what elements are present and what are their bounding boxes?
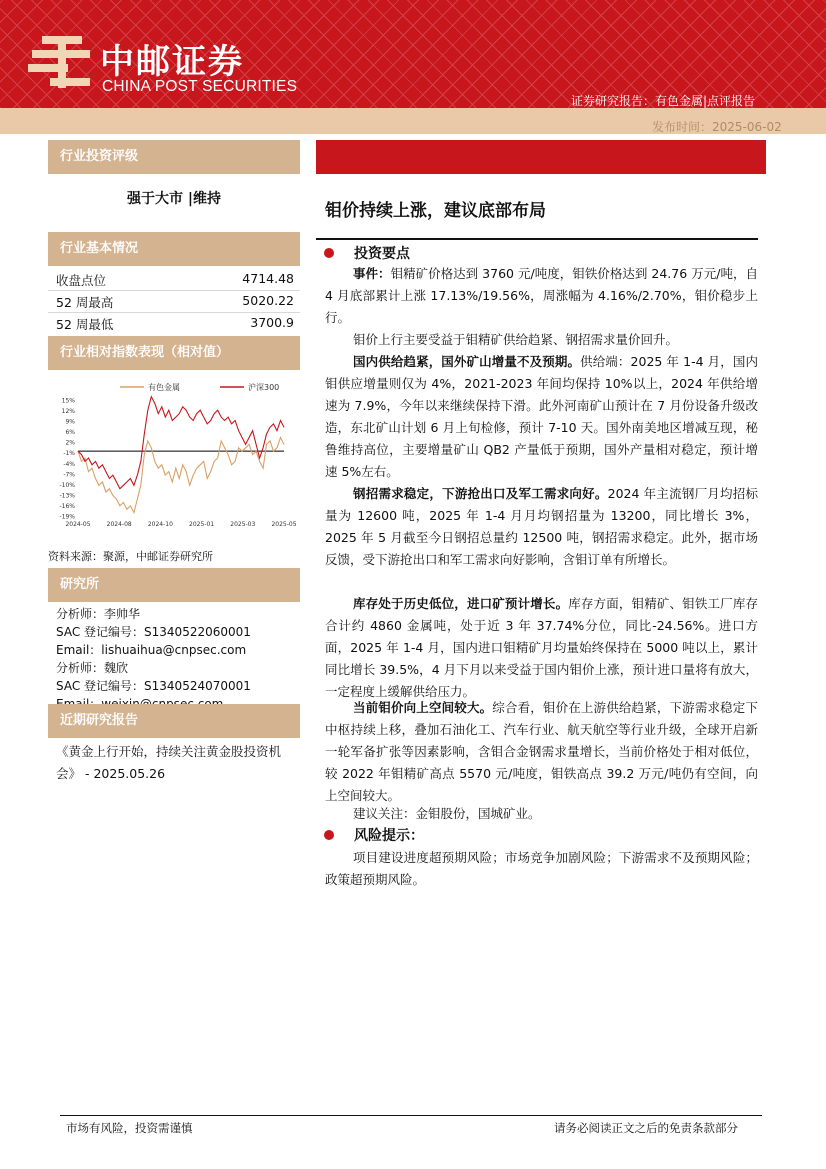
bullet-icon	[324, 830, 334, 840]
logo-english: CHINA POST SECURITIES	[102, 78, 298, 95]
paragraph-lead: 库存处于历史低位，进口矿预计增长。	[353, 596, 569, 611]
analyst-sac: SAC 登记编号：S1340522060001	[56, 625, 251, 639]
basic-info-value: 4714.48	[242, 271, 294, 286]
footer-risk-note: 市场有风险，投资需谨慎	[66, 1121, 193, 1135]
title-banner	[316, 140, 766, 174]
y-tick-label: 12%	[61, 408, 75, 416]
x-tick-label: 2025-05	[271, 521, 297, 528]
report-type: 证券研究报告：有色金属|点评报告	[571, 94, 756, 108]
paragraph-lead: 当前钼价向上空间较大。	[353, 700, 493, 715]
paragraph-lead: 钢招需求稳定，下游抢出口及军工需求向好。	[353, 486, 608, 501]
basic-info-label: 收盘点位	[56, 273, 107, 288]
y-tick-label: 15%	[61, 397, 75, 405]
paragraph-text: 2024 年主流钢厂月均招标量为 12600 吨，2025 年 1-4 月月均钢招量为 13200，同比增长 3%，2025 年 5 月截至今日钢招总量约 12500 吨，钢招需求稳定。此外，据市场反馈，受下游抢出口和军工需求向好影响，含钼订单有所增长。	[325, 486, 758, 567]
logo-chinese: 中邮证券	[100, 42, 244, 82]
y-tick-label: 9%	[65, 418, 75, 426]
chart-series	[78, 397, 284, 513]
basic-info-row	[56, 293, 294, 313]
industry-rating: 强于大市 |维持	[127, 191, 221, 207]
series-line	[78, 438, 284, 513]
x-tick-label: 2024-05	[65, 521, 91, 528]
analyst-email[interactable]: Email：lishuaihua@cnpsec.com	[56, 643, 247, 657]
basic-info-value: 5020.22	[242, 293, 294, 308]
basic-info-label: 52 周最高	[56, 295, 114, 310]
x-tick-label: 2024-08	[106, 521, 132, 528]
paragraph	[325, 351, 758, 483]
basic-info-row	[56, 315, 294, 335]
x-tick-label: 2025-01	[189, 521, 215, 528]
relative-index-chart	[48, 378, 300, 538]
analyst-sac: SAC 登记编号：S1340524070001	[56, 679, 251, 693]
y-tick-label: 6%	[65, 429, 75, 437]
y-tick-label: -19%	[59, 513, 75, 521]
legend-label: 沪深300	[248, 383, 280, 392]
chart-source: 资料来源：聚源，中邮证券研究所	[48, 550, 213, 563]
paragraph-text: 库存方面，钼精矿、钼铁工厂库存合计约 4860 金属吨，处于近 3 年 37.74%分位，同比-24.56%。进口方面，2025 年 1-4 月，国内进口钼精矿月均量始终保持在 5000 吨以上，累计同比增长 39.5%，4 月下月以来受益于国内钼价上涨，预计进口量将有放大，一定程度上缓解供给压力。	[325, 596, 758, 699]
title-divider	[316, 238, 758, 240]
bullet-icon	[324, 248, 334, 258]
x-tick-label: 2024-10	[147, 521, 173, 528]
footer-divider	[60, 1115, 762, 1116]
section-title: 投资要点	[354, 246, 410, 262]
paragraph-text: 供给端：2025 年 1-4 月，国内钼供应增量则仅为 4%，2021-2023 年间均保持 10%以上，2024 年供给增速为 7.9%，今年以来继续保持下滑。此外河南矿山预计在 7 月份设备升级改造，东北矿山计划 6 月上旬检修，预计 7-10 天。国外南美地区增减互现，秘鲁维持高位，主要增量矿山 QB2 产量低于预期，国外产量相对稳定，预计增速 5%左右。	[325, 354, 758, 479]
paragraph	[325, 263, 758, 329]
x-axis-ticks	[65, 521, 296, 528]
y-axis-ticks	[59, 398, 75, 521]
y-tick-label: -16%	[59, 502, 75, 510]
basic-info-row	[56, 271, 294, 291]
research-heading: 研究所	[48, 568, 300, 602]
analyst-name: 分析师：魏欣	[56, 661, 129, 675]
index-performance-heading: 行业相对指数表现（相对值）	[48, 336, 300, 370]
section-title: 风险提示：	[354, 828, 424, 844]
footer-disclaimer: 请务必阅读正文之后的免责条款部分	[554, 1121, 738, 1135]
paragraph-text: 综合看，钼价在上游供给趋紧，下游需求稳定下中枢持续上移，叠加石油化工、汽车行业、航天航空等行业升级，全球开启新一轮军备扩张等因素影响，含钼合金钢需求量增长，当前价格处于相对低位，较 2022 年钼精矿高点 5570 元/吨度，钼铁高点 39.2 万元/吨仍有空间，向上空间较大。	[325, 700, 758, 803]
chart-legend	[120, 382, 279, 392]
analyst-name: 分析师：李帅华	[56, 607, 141, 621]
china-post-logo-icon	[28, 36, 94, 88]
y-tick-label: -4%	[63, 460, 75, 468]
basic-info-heading: 行业基本情况	[48, 232, 300, 266]
divider	[48, 312, 300, 313]
x-tick-label: 2025-03	[230, 521, 256, 528]
paragraph: 钼价上行主要受益于钼精矿供给趋紧、钢招需求量价回升。	[353, 332, 679, 347]
y-tick-label: -10%	[59, 481, 75, 489]
paragraph: 项目建设进度超预期风险；市场竞争加剧风险；下游需求不及预期风险；政策超预期风险。	[325, 850, 758, 887]
recent-report-link[interactable]: 《黄金上行开始，持续关注黄金股投资机会》 - 2025.05.26	[56, 744, 282, 781]
rating-heading: 行业投资评级	[48, 140, 300, 174]
legend-label: 有色金属	[148, 383, 180, 392]
recent-reports-heading: 近期研究报告	[48, 704, 300, 738]
series-line	[78, 397, 284, 489]
paragraph-lead: 事件：	[353, 266, 391, 281]
paragraph: 建议关注：金钼股份，国城矿业。	[353, 806, 541, 821]
basic-info-label: 52 周最低	[56, 317, 114, 332]
paragraph	[325, 697, 758, 807]
basic-info-value: 3700.9	[250, 315, 294, 330]
publish-date: 发布时间：2025-06-02	[652, 120, 782, 134]
paragraph-text: 钼精矿价格达到 3760 元/吨度，钼铁价格达到 24.76 万元/吨，自 4 月底部累计上涨 17.13%/19.56%，周涨幅为 4.16%/2.70%，钼价稳步上行。	[325, 266, 758, 325]
paragraph-lead: 国内供给趋紧，国外矿山增量不及预期。	[353, 354, 581, 369]
y-tick-label: -1%	[63, 450, 75, 458]
paragraph	[325, 593, 758, 703]
report-title: 钼价持续上涨，建议底部布局	[325, 201, 546, 221]
paragraph	[325, 483, 758, 571]
y-tick-label: -13%	[59, 492, 75, 500]
divider	[48, 290, 300, 291]
y-tick-label: -7%	[63, 471, 75, 479]
y-tick-label: 2%	[65, 439, 75, 447]
